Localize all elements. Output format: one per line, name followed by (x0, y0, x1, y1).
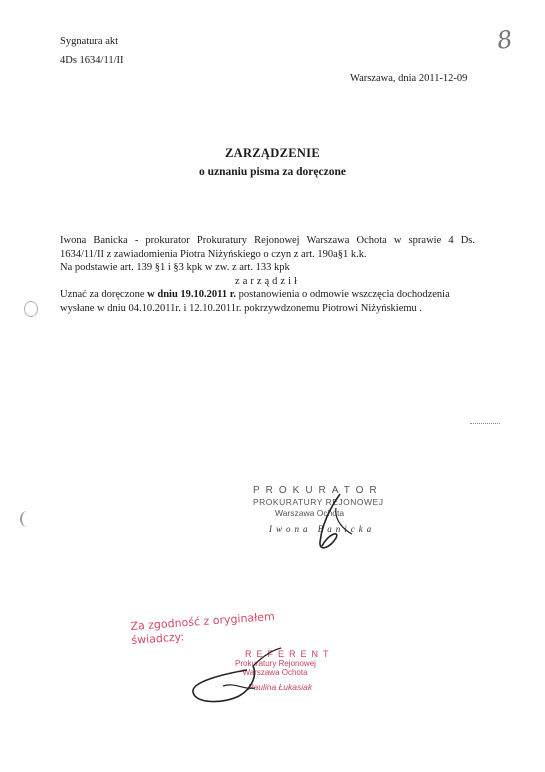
body-line-5 (60, 288, 475, 302)
body-line-5-end: postanowienia o odmowie wszczęcia dochodzenia (236, 289, 450, 300)
scan-speck (470, 423, 500, 426)
place-and-date: Warszawa, dnia 2011-12-09 (350, 73, 468, 84)
certified-copy-line-2: świadczy: (130, 630, 185, 647)
clerk-stamp-office: Prokuratury Rejonowej (235, 659, 316, 668)
punch-hole-mark-lower (20, 511, 34, 527)
decreed-word: zarządził (235, 275, 300, 287)
prosecutor-stamp-office: PROKURATURY REJONOWEJ (253, 497, 384, 507)
clerk-signature-icon (183, 630, 293, 710)
document-title: ZARZĄDZENIE (225, 146, 320, 160)
body-line-3: Na podstawie art. 139 §1 i §3 kpk w zw. z art. 133 kpk (60, 262, 290, 273)
prosecutor-stamp-name: Iwona Banicka (269, 524, 376, 534)
body-line-5-bold-date: w dniu 19.10.2011 r. (147, 289, 237, 300)
document-subtitle: o uznaniu pisma za doręczone (199, 166, 346, 178)
certified-copy-line-1: Za zgodność z oryginałem (130, 609, 276, 633)
handwritten-page-number: 8 (495, 25, 515, 55)
clerk-stamp-title: REFERENT (245, 649, 334, 659)
prosecutor-stamp-title: PROKURATOR (253, 485, 383, 496)
prosecutor-signature-icon (300, 490, 370, 560)
body-line-2: 1634/11/II z zawiadomienia Piotra Niżyńskiego o czyn z art. 190a§1 k.k. (60, 248, 367, 260)
body-line-5-start: Uznać za doręczone (60, 289, 148, 300)
clerk-stamp-district: Warszawa Ochota (242, 668, 308, 677)
body-line-6: wysłane w dniu 04.10.2011r. i 12.10.2011r. pokrzywdzonemu Piotrowi Niżyńskiemu . (60, 302, 423, 314)
case-signature-label: Sygnatura akt (60, 36, 119, 47)
body-line-1: Iwona Banicka - prokurator Prokuratury Rejonowej Warszawa Ochota w sprawie 4 Ds. (60, 235, 475, 246)
punch-hole-mark (24, 301, 38, 317)
case-signature-number: 4Ds 1634/11/II (60, 55, 124, 66)
document-body (60, 234, 475, 315)
clerk-stamp-name: Paulina Łukasiak (247, 682, 313, 692)
prosecutor-stamp-district: Warszawa Ochota (275, 508, 345, 518)
